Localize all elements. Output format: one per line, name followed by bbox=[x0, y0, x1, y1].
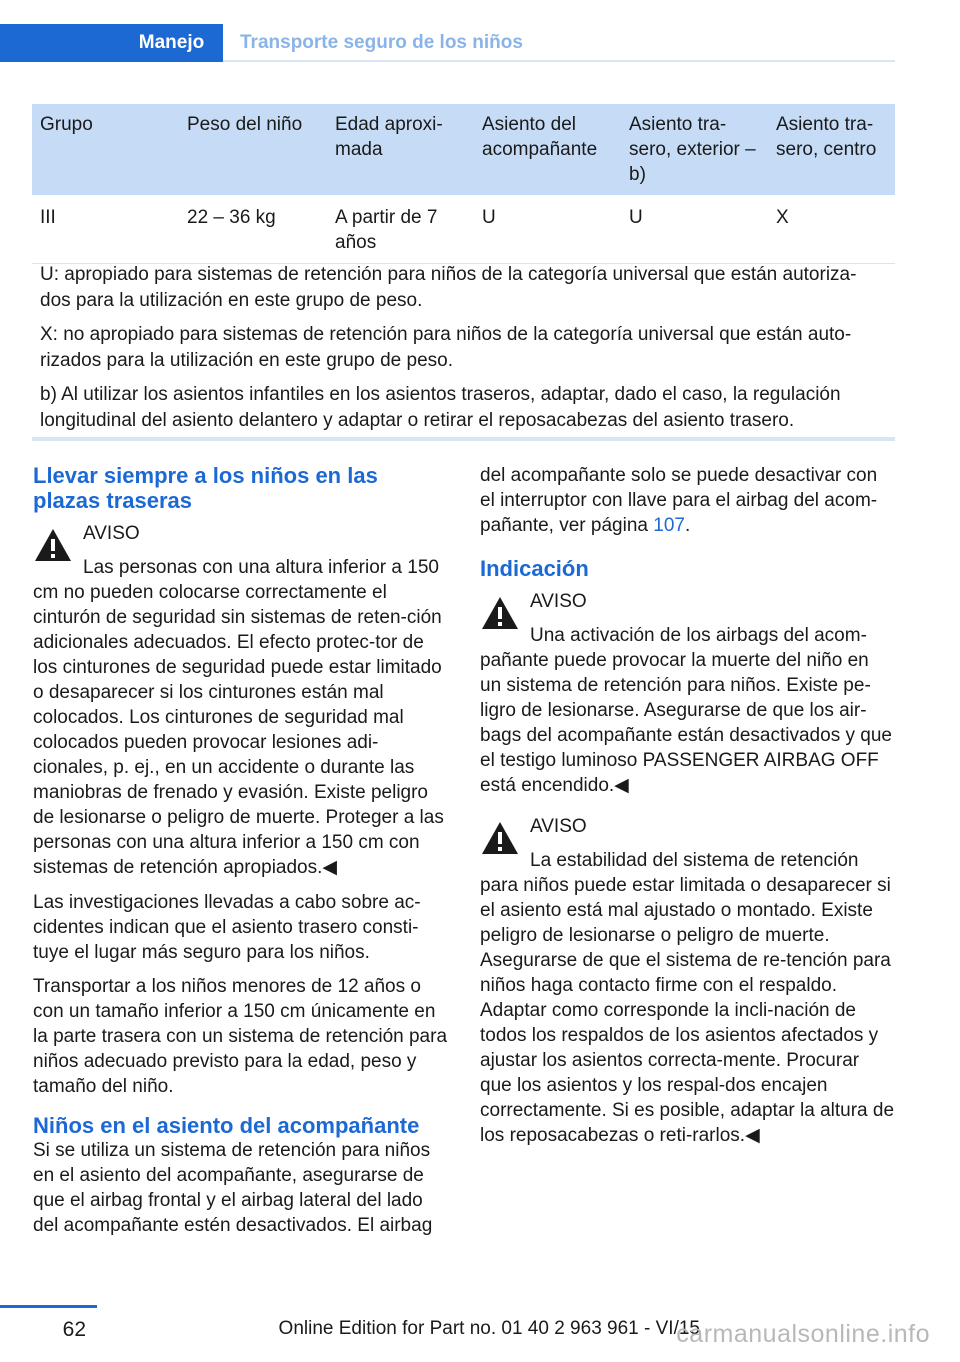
section-heading: Niños en el asiento del acompañante bbox=[33, 1113, 420, 1138]
warning-text: Las personas con una altura inferior a 150 cm no pueden colocarse correctamente el cinturón de seguridad sin sistemas de reten-ción adicionales adecuados. El efecto protec-tor de los cinturones de seguridad puede estar limitado o desaparecer si los cinturones están mal colocados. Los cinturones de seguridad mal colocados pueden provocar lesiones adi-cionales, p. ej., en un accidente o durante las maniobras de frenado y evasión. Existe peligro de lesionarse o peligro de muerte. Proteger a las personas con una altura inferior a 150 cm con sistemas de retención apropiados.◀ bbox=[33, 557, 444, 878]
page-reference-link[interactable]: 107 bbox=[653, 515, 685, 536]
table-header-cell: Grupo bbox=[32, 104, 179, 195]
watermark: carmanualsonline.info bbox=[676, 1320, 930, 1348]
table-header-cell: Asiento tra-sero, exterior – b) bbox=[621, 104, 768, 195]
header-chapter-title[interactable]: Transporte seguro de los niños bbox=[240, 32, 523, 53]
warning-title: AVISO bbox=[530, 591, 587, 612]
table-cell: X bbox=[768, 195, 895, 264]
warning-block bbox=[33, 521, 448, 880]
warning-text: La estabilidad del sistema de retención para niños puede estar limitada o desaparecer si el asiento está mal ajustado o montado. Existe peligro de lesionarse o peligro de muerte. Asegurarse de que el sistema de re-tención para niños haga contacto firme con el respaldo. Adaptar como corresponde la incli-nación de todos los respaldos de los asientos afectados y ajustar los asientos correcta-mente. Procurar que los asientos y los respal-dos encajen correctamente. Si es posible, adaptar la altura de los reposacabezas o reti-rarlos.◀ bbox=[480, 850, 895, 1146]
table-header-cell: Peso del niño bbox=[179, 104, 327, 195]
header-section-tab[interactable]: Manejo bbox=[120, 24, 223, 62]
warning-title: AVISO bbox=[83, 523, 140, 544]
page-number: 62 bbox=[62, 1318, 86, 1341]
right-column bbox=[480, 463, 895, 1158]
table-header-row bbox=[32, 104, 895, 195]
table-header-cell: Asiento tra-sero, centro bbox=[768, 104, 895, 195]
table-bottom-rule bbox=[32, 437, 895, 441]
warning-title: AVISO bbox=[530, 816, 587, 837]
header-divider bbox=[223, 60, 895, 62]
warning-triangle-icon bbox=[33, 527, 73, 563]
edition-note: Online Edition for Part no. 01 40 2 963 961 - VI/15 bbox=[278, 1318, 700, 1339]
page-header bbox=[0, 0, 895, 62]
child-seat-group-table bbox=[32, 104, 895, 264]
warning-triangle-icon bbox=[480, 820, 520, 856]
warning-block bbox=[480, 814, 895, 1148]
warning-block bbox=[480, 589, 895, 798]
section-heading: Indicación bbox=[480, 556, 589, 581]
table-notes bbox=[32, 262, 895, 442]
section-heading: Llevar siempre a los niños en las plazas traseras bbox=[33, 463, 378, 513]
table-header-cell: Edad aproxi-mada bbox=[327, 104, 474, 195]
table-cell: 22 – 36 kg bbox=[179, 195, 327, 264]
table-cell: U bbox=[474, 195, 621, 264]
header-accent-bar bbox=[0, 24, 120, 62]
body-paragraph: Las investigaciones llevadas a cabo sobre ac-cidentes indican que el asiento trasero consti-tuye el lugar más seguro para los niños. bbox=[33, 892, 421, 963]
table-header-cell: Asiento del acompañante bbox=[474, 104, 621, 195]
table-cell: U bbox=[621, 195, 768, 264]
warning-triangle-icon bbox=[480, 595, 520, 631]
footer-accent-line bbox=[0, 1305, 97, 1308]
body-paragraph: Si se utiliza un sistema de retención para niños en el asiento del acompañante, asegurarse de que el airbag frontal y el airbag lateral del lado del acompañante estén desactivados. El airbag bbox=[33, 1140, 433, 1236]
warning-text: Una activación de los airbags del acom-pañante puede provocar la muerte del niño en un sistema de retención para niños. Existe pe-ligro de lesionarse. Asegurarse de que los air-bags del acompañante están desactivados y que el testigo luminoso PASSENGER AIRBAG OFF está encendido.◀ bbox=[480, 625, 892, 796]
table-cell: A partir de 7 años bbox=[327, 195, 474, 264]
body-paragraph: del acompañante solo se puede desactivar con el interruptor con llave para el airbag del acom-pañante, ver página 107. bbox=[480, 465, 878, 536]
table-note: U: apropiado para sistemas de retención para niños de la categoría universal que están autoriza-dos para la utilización en este grupo de peso. bbox=[40, 264, 857, 311]
body-paragraph: Transportar a los niños menores de 12 años o con un tamaño inferior a 150 cm únicamente en la parte trasera con un sistema de retención para niños adecuado previsto para la edad, peso y tamaño del niño. bbox=[33, 976, 448, 1097]
table-note: X: no apropiado para sistemas de retención para niños de la categoría universal que están auto-rizados para la utilización en este grupo de peso. bbox=[40, 324, 852, 371]
table-cell: III bbox=[32, 195, 179, 264]
left-column bbox=[33, 463, 448, 1247]
table-note: b) Al utilizar los asientos infantiles en los asientos traseros, adaptar, dado el caso, la regulación longitudinal del asiento delantero y adaptar o retirar el reposacabezas del asiento trasero. bbox=[40, 384, 841, 431]
table-row bbox=[32, 195, 895, 264]
